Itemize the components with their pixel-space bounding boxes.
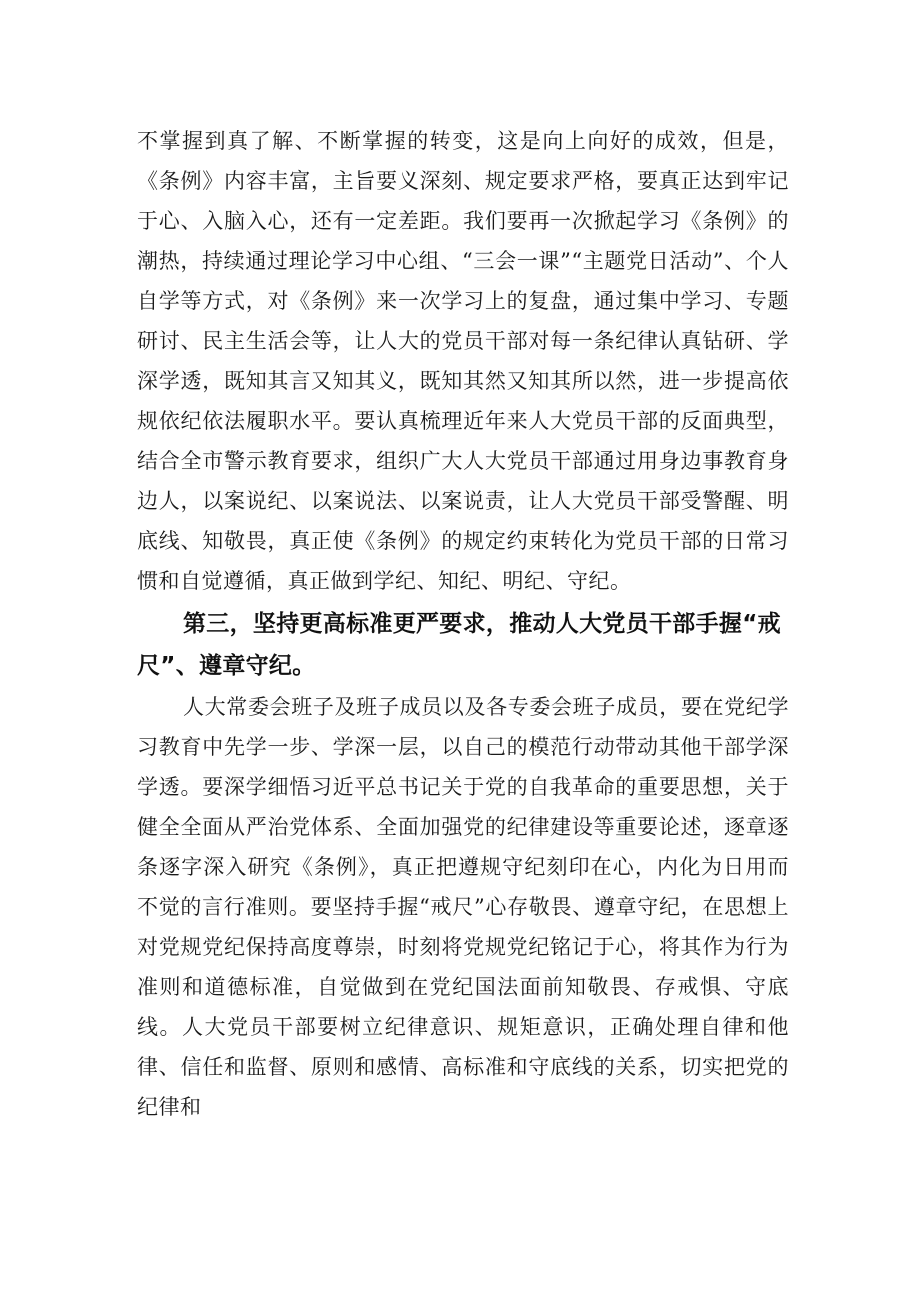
section-heading-third: 第三，坚持更高标准更严要求，推动人大党员干部手握“戒尺”、遵章守纪。 <box>137 611 781 679</box>
document-body <box>137 121 789 1127</box>
body-paragraph-standing-committee: 人大常委会班子及班子成员以及各专委会班子成员，要在党纪学习教育中先学一步、学深一层，以自己的模范行动带动其他干部学深学透。要深学细悟习近平总书记关于党的自我革命的重要思想，关于健全全面从严治党体系、全面加强党的纪律建设等重要论述，逐章逐条逐字深入研究《条例》，真正把遵规守纪刻印在心，内化为日用而不觉的言行准则。要坚持手握“戒尺”心存敬畏、遵章守纪，在思想上对党规党纪保持高度尊崇，时刻将党规党纪铭记于心，将其作为行为准则和道德标准，自觉做到在党纪国法面前知敬畏、存戒惧、守底线。人大党员干部要树立纪律意识、规矩意识，正确处理自律和他律、信任和监督、原则和感情、高标准和守底线的关系，切实把党的纪律和 <box>137 695 789 1119</box>
body-paragraph-continued: 不掌握到真了解、不断掌握的转变，这是向上向好的成效，但是，《条例》内容丰富，主旨要义深刻、规定要求严格，要真正达到牢记于心、入脑入心，还有一定差距。我们要再一次掀起学习《条例》的潮热，持续通过理论学习中心组、“三会一课”“主题党日活动”、个人自学等方式，对《条例》来一次学习上的复盘，通过集中学习、专题研讨、民主生活会等，让人大的党员干部对每一条纪律认真钻研、学深学透，既知其言又知其义，既知其然又知其所以然，进一步提高依规依纪依法履职水平。要认真梳理近年来人大党员干部的反面典型，结合全市警示教育要求，组织广大人大党员干部通过用身边事教育身边人，以案说纪、以案说法、以案说责，让人大党员干部受警醒、明底线、知敬畏，真正使《条例》的规定约束转化为党员干部的日常习惯和自觉遵循，真正做到学纪、知纪、明纪、守纪。 <box>137 129 789 593</box>
